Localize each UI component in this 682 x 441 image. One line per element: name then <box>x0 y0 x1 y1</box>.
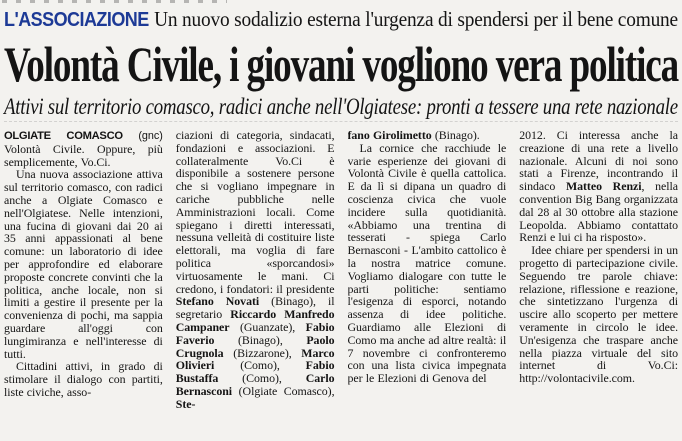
headline-row <box>4 38 678 92</box>
person-name: Ste- <box>175 396 196 411</box>
person-name: Stefano Novati <box>175 294 260 309</box>
person-name: Fabio Faverio <box>175 319 335 347</box>
byline-code: (gnc) <box>138 130 163 142</box>
text-segment: Cittadini attivi, in grado di stimolare il dialogo con partiti, liste civiche, asso- <box>4 359 163 399</box>
article-column-3 <box>348 129 507 441</box>
article-paragraph <box>519 129 678 244</box>
article-paragraph <box>519 244 678 385</box>
text-segment: , nella convention Big Bang organizzata dal 28 al 30 ottobre alla stazione Leopolda. Abbiamo contattato Renzi e lui ci ha risposto». <box>519 179 678 245</box>
subhead: Attivi sul territorio comasco, radici anche nell'Olgiatese: pronti a tessere una rete nazionale <box>4 94 678 119</box>
text-segment: Volontà Civile. Oppure, più semplicemente, Vo.Ci. <box>4 141 163 169</box>
article-paragraph <box>4 360 163 398</box>
person-name: Marco Olivieri <box>175 345 335 373</box>
text-segment: 2012. Ci interessa anche la creazione di una rete a livello nazionale. Alcuni di noi sono stati a Firenze, incontrando il sindaco <box>519 129 678 194</box>
scan-crop-artifact <box>2 0 227 3</box>
kicker-text: Un nuovo sodalizio esterna l'urgenza di spendersi per il bene comune <box>154 7 678 31</box>
text-segment: Una nuova associazione attiva sul territorio comasco, con radici anche a Olgiate Comasco e nell'Olgiatese. Nelle intenzioni, una fucina di giovani dai 20 ai 35 anni appassionati al bene comune: un laboratorio di idee per approfondire ed elaborare proposte concrete convinti che la politica, anche locale, non si limiti a gestire il presente per la convenienza di pochi, ma sappia guardare all'oggi con lungimiranza e nell'interesse di tutti. <box>4 167 163 361</box>
person-name: Fabio Bustaffa <box>175 358 335 386</box>
article-columns <box>4 129 678 441</box>
article-paragraph <box>348 142 507 385</box>
article-column-1 <box>4 129 163 441</box>
kicker <box>4 7 678 33</box>
person-name: Paolo Crugnola <box>175 332 335 360</box>
text-segment: Idee chiare per spendersi in un progetto di partecipazione civile. Seguendo tre parole chiave: relazione, riflessione e reazione, che sintetizzano l'urgenza di uscire allo scoperto per mettere veramente in circolo le idee. Un'esigenza che traspare anche nella piazza virtuale del sito internet di Vo.Ci: http://volontacivile.com. <box>519 243 678 386</box>
text-segment: (Como), <box>218 371 306 386</box>
person-name: Carlo Bernasconi <box>175 371 335 398</box>
text-segment: (Guanzate), <box>229 319 306 334</box>
kicker-fit-wrap <box>4 7 678 34</box>
text-segment: (Binago), il segretario <box>175 294 335 322</box>
text-segment: (Binago). <box>431 129 480 142</box>
dateline: OLGIATE COMASCO <box>4 130 139 142</box>
page-title: Volontà Civile, i giovani vogliono vera politica <box>4 36 679 92</box>
text-segment: (Olgiate Comasco), <box>232 383 335 398</box>
person-name: fano Girolimetto <box>347 129 432 142</box>
article-column-4 <box>519 129 678 441</box>
article-paragraph <box>176 129 335 411</box>
article-paragraph <box>4 129 163 168</box>
text-segment: La cornice che racchiude le varie esperienze dei giovani di Volontà Civile è quella cattolica. E da lì si dipana un quadro di coscienza civica che vuole incidere sulla quotidianità. «Abbiamo una trentina di tesserati - spiega Carlo Bernasconi - L'ambito cattolico è la nostra matrice comune. Vogliamo dialogare con tutte le parti politiche: sentiamo l'esigenza di esporci, notando assenza di idee politiche. Guardiamo alle Elezioni di Como ma anche ad altre realtà: il 7 novembre ci confronteremo con una lista civica impegnata per le Elezioni di Genova del <box>347 140 507 386</box>
person-name: Riccardo Manfredo Campaner <box>175 307 335 334</box>
text-segment: (Binago), <box>214 332 307 347</box>
text-segment: (Como), <box>214 358 306 373</box>
article-paragraph <box>4 168 163 360</box>
subhead-row <box>4 93 678 122</box>
article-column-2 <box>176 129 335 441</box>
text-segment: ciazioni di categoria, sindacati, fondazioni e associazioni. E collateralmente Vo.Ci è disponibile a sostenere persone che si vogliano impegnare in cariche pubbliche nelle Amministrazioni locali. Come spiegano i diretti interessati, nessuna velleità di costituire liste elettorali, ma voglia di fare politica «sporcandosi» virtuosamente le mani. Ci credono, i fondatori: il presidente <box>175 129 335 296</box>
kicker-label: L'ASSOCIAZIONE <box>4 9 149 31</box>
text-segment: (Bizzarone), <box>223 345 302 360</box>
person-name: Matteo Renzi <box>565 179 642 194</box>
